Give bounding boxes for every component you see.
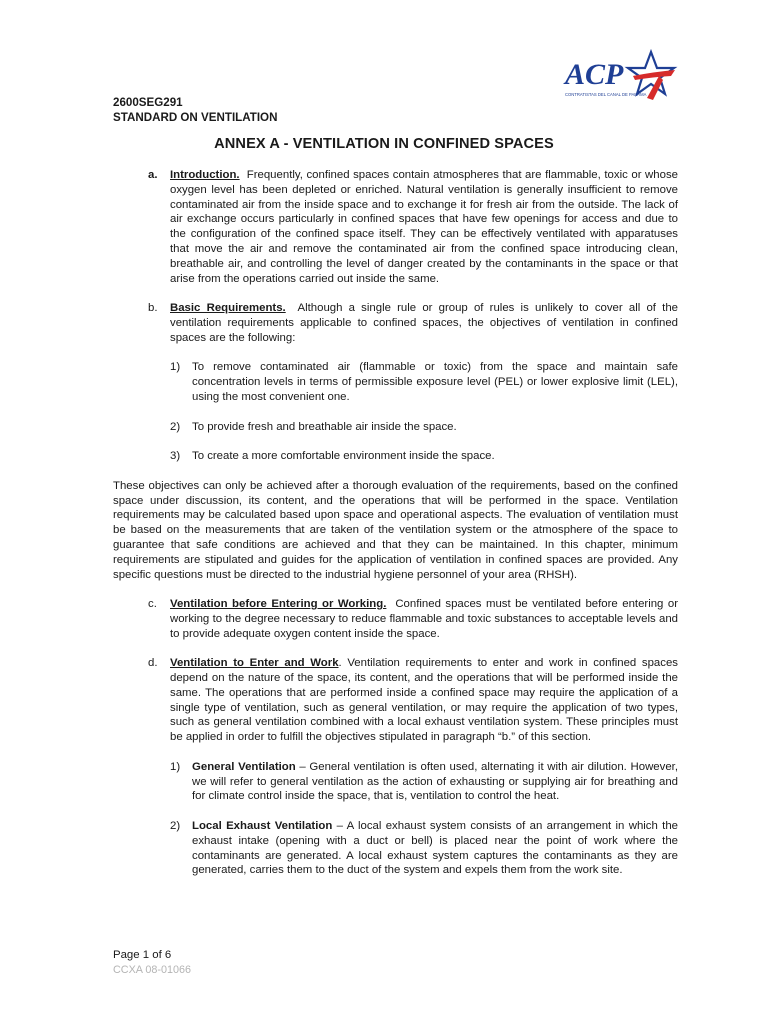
body-paragraph: These objectives can only be achieved after a thorough evaluation of the requirements, based on the confined space under discussion, its content, and the operations that will be performed in the space. Ventilation requirements may be calculated based upon space and operational aspects. The evaluation of ventilation must be based on the measurements that are taken of the ventilation system or the atmosphere of the space to guarantee that safe conditions are achieved and that they can be maintained. In this chapter, minimum requirements are stipulated and guides for the application of ventilation in confined spaces are provided. Any specific questions must be directed to the industrial hygiene personnel of your area (RHSH). [113, 479, 678, 581]
list-text: To provide fresh and breathable air inside the space. [192, 420, 457, 433]
section-b [113, 301, 678, 345]
document-code: 2600SEG291 [113, 96, 183, 109]
section-marker: d. [148, 657, 158, 670]
section-d [113, 656, 678, 745]
list-item [113, 449, 678, 464]
list-text: To remove contaminated air (flammable or toxic) from the space and maintain safe concentration levels in terms of permissible exposure level (PEL) or lower explosive limit (LEL), using the most convenient one. [192, 361, 678, 403]
list-item [113, 819, 678, 878]
list-number: 1) [170, 361, 181, 374]
page-title: ANNEX A - VENTILATION IN CONFINED SPACES [214, 136, 554, 152]
section-text: Confined spaces must be ventilated before entering or working to the degree necessary to reduce flammable and toxic substances to acceptable levels and to provide adequate oxygen content inside the space. [170, 598, 678, 640]
logo-text: ACP [565, 58, 624, 91]
section-heading: Introduction. [170, 169, 240, 181]
list-text: To create a more comfortable environment inside the space. [192, 450, 495, 463]
document-subtitle: STANDARD ON VENTILATION [113, 111, 278, 124]
list-number: 2) [170, 820, 181, 833]
section-text: . Ventilation requirements to enter and work in confined spaces depend on the nature of the space, its content, and the operations that will be performed inside the same. The operations that are performed inside a confined space may require the application of a single type of ventilation, such as general ventilation, or may require the application of two types, such as general ventilation combined with a local exhaust ventilation system. These principles must be applied in order to fulfill the objectives stipulated in paragraph “b.” of this section. [170, 657, 678, 744]
section-c [113, 597, 678, 641]
section-text: Frequently, confined spaces contain atmospheres that are flammable, toxic or whose oxygen level has been depleted or enriched. Natural ventilation is generally insufficient to remove contaminated air from the inside space and to exchange it for fresh air from the outside. The lack of air exchange occurs particularly in confined spaces that have few openings for access and due to the configuration of the confined space itself. They can be effectively ventilated with apparatuses that move the air and remove the contaminated air from the confined space introducing clean, breathable air, and controlling the level of danger created by the contaminants in the space or that arise from the operations carried out inside the same. [170, 169, 678, 285]
section-a [113, 168, 678, 286]
list-item [113, 420, 678, 435]
section-text: Although a single rule or group of rules is unlikely to cover all of the ventilation requirements applicable to confined spaces, the objectives of ventilation in confined spaces are the following: [170, 302, 678, 344]
section-marker: c. [148, 598, 157, 611]
section-marker: b. [148, 302, 158, 315]
list-item [113, 360, 678, 404]
logo-swoosh [633, 70, 675, 80]
list-number: 1) [170, 760, 181, 773]
acp-logo [563, 46, 683, 106]
logo-tagline: CONTRATISTAS DEL CANAL DE PANAMA [565, 92, 647, 97]
section-heading: Ventilation before Entering or Working. [170, 598, 387, 611]
document-body [113, 168, 678, 878]
section-heading: Ventilation to Enter and Work [170, 657, 339, 670]
document-control-code: CCXA 08-01066 [113, 963, 192, 976]
document-header [113, 95, 277, 125]
list-number: 2) [170, 420, 181, 433]
list-text: – General ventilation is often used, alternating it with air dilution. However, we will refer to general ventilation as the action of exhausting or supplying air for breathing and for climate control inside the space, that is, ventilation to control the heat. [192, 760, 678, 803]
list-number: 3) [170, 450, 181, 463]
section-heading: Basic Requirements. [170, 302, 286, 315]
list-heading: General Ventilation [192, 760, 296, 773]
page-footer [113, 948, 191, 977]
section-marker: a. [148, 169, 158, 181]
list-text: – A local exhaust system consists of an arrangement in which the exhaust intake (opening with a duct or bell) is placed near the point of work where the contaminants are generated. A local exhaust system captures the contaminants as they are generated, carries them to the duct of the system and expels them from the work site. [192, 820, 678, 877]
logo-swoosh-2 [647, 76, 663, 100]
list-item [113, 760, 678, 804]
list-heading: Local Exhaust Ventilation [192, 820, 333, 833]
page-number: Page 1 of 6 [113, 949, 172, 961]
